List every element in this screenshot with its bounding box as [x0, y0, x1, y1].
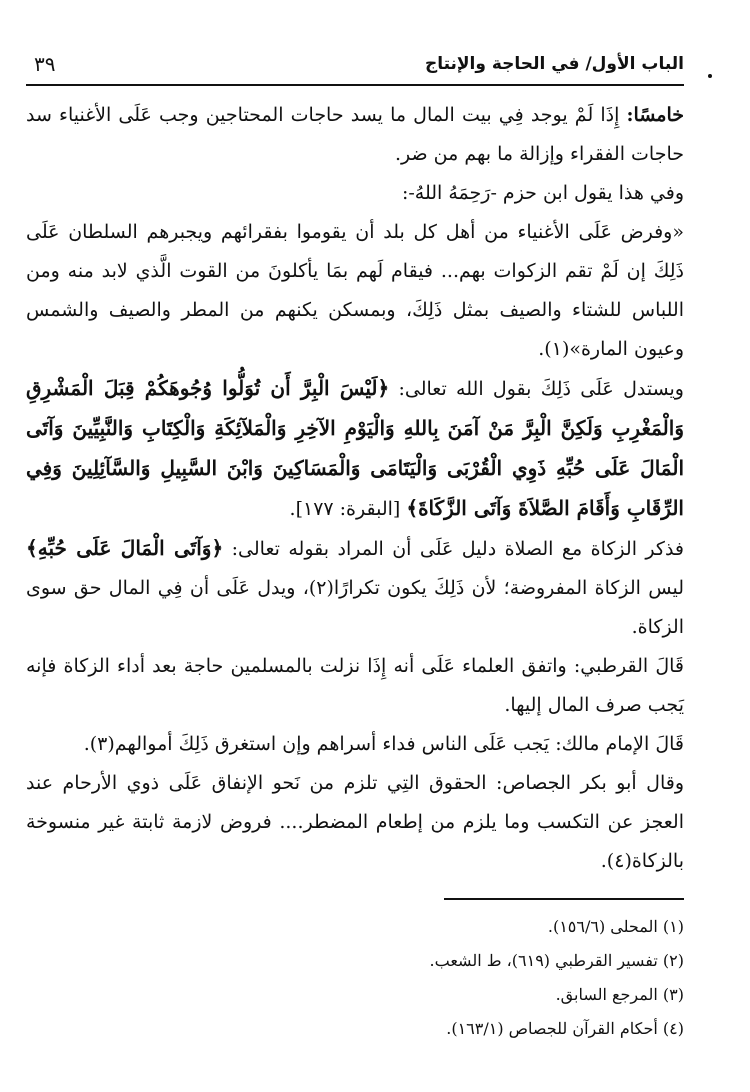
paragraph-1 [26, 96, 684, 174]
paragraph-text: ويستدل عَلَى ذَلِكَ بقول الله تعالى: [389, 378, 684, 400]
margin-dot [708, 74, 712, 78]
footnote-2: (٢) تفسير القرطبي (٦١٩)، ط الشعب. [429, 951, 684, 970]
quran-verse: ﴿وَآتَى الْمَالَ عَلَى حُبِّهِ﴾ [26, 536, 224, 560]
paragraph-text: وفي هذا يقول ابن حزم -رَحِمَهُ اللهُ-: [401, 182, 684, 204]
paragraph-2 [26, 174, 684, 213]
paragraph-text-tail: ليس الزكاة المفروضة؛ لأن ذَلِكَ يكون تكرارًا(٢)، ويدل عَلَى أن فِي المال حق سوى الزكاة. [26, 577, 684, 638]
footnote-3: (٣) المرجع السابق. [555, 985, 684, 1004]
chapter-title: الباب الأول/ في الحاجة والإنتاج [424, 54, 684, 74]
footnote-1: (١) المحلى (١٥٦/٦). [547, 917, 684, 936]
footnote-rule [444, 898, 684, 900]
paragraph-text: «وفرض عَلَى الأغنياء من أهل كل بلد أن يقوموا بفقرائهم ويجبرهم السلطان عَلَى ذَلِكَ إن لَمْ تقم الزكوات بهم... فيقام لَهم بمَا يأكلونَ من القوت الَّذي لابد منه ومن اللباس للشتاء والصيف بمثل ذَلِكَ، وبمسكن يكنهم من المطر والصيف والشمس وعيون المارة»(١). [26, 221, 684, 360]
paragraph-8 [26, 764, 684, 881]
paragraph-6 [26, 647, 684, 725]
footnote-4: (٤) أحكام القرآن للجصاص (١٦٣/١). [446, 1019, 684, 1038]
paragraph-text: قَالَ الإمام مالك: يَجب عَلَى الناس فداء أسراهم وإن استغرق ذَلِكَ أموالهم(٣). [83, 733, 684, 755]
paragraph-7 [26, 725, 684, 764]
page-number: ٣٩ [34, 52, 56, 76]
paragraph-text: قَالَ القرطبي: واتفق العلماء عَلَى أنه إِذَا نزلت بالمسلمين حاجة بعد أداء الزكاة فإنه يَجب صرف المال إليها. [26, 655, 684, 716]
quran-verse: ﴿لَيْسَ الْبِرَّ أَن تُوَلُّوا وُجُوهَكُمْ قِبَلَ الْمَشْرِقِ وَالْمَغْرِبِ وَلَكِنَّ الْبِرَّ مَنْ آمَنَ بِاللهِ وَالْيَوْمِ الآخِرِ وَالْمَلآئِكَةِ وَالْكِتَابِ وَالنَّبِيِّينَ وَآتَى الْمَالَ عَلَى حُبِّهِ ذَوِي الْقُرْبَى وَالْيَتَامَى وَالْمَسَاكِينَ وَابْنَ السَّبِيلِ وَالسَّآئِلِينَ وَفِي الرِّقَابِ وَأَقَامَ الصَّلاَةَ وَآتَى الزَّكَاةَ﴾ [26, 376, 684, 520]
footnote-list [26, 910, 684, 1046]
footnotes [26, 898, 684, 1046]
paragraph-5 [26, 529, 684, 647]
verse-citation: [البقرة: ١٧٧]. [289, 498, 407, 520]
paragraph-text: فذكر الزكاة مع الصلاة دليل عَلَى أن المراد بقوله تعالى: [223, 538, 684, 560]
paragraph-3-quote [26, 213, 684, 369]
paragraph-4 [26, 369, 684, 529]
paragraph-lead: خامسًا: [626, 104, 684, 126]
paragraph-text: وقال أبو بكر الجصاص: الحقوق التِي تلزم من نَحو الإنفاق عَلَى ذوي الأرحام عند العجز عن التكسب وما يلزم من إطعام المضطر.... فروض لازمة ثابتة غير منسوخة بالزكاة(٤). [26, 772, 684, 872]
paragraph-text: إِذَا لَمْ يوجد فِي بيت المال ما يسد حاجات المحتاجين وجب عَلَى الأغنياء سد حاجات الفقراء وإزالة ما بهم من ضر. [26, 104, 684, 165]
running-header [26, 48, 684, 86]
book-page [26, 48, 684, 1078]
main-text [26, 96, 684, 881]
